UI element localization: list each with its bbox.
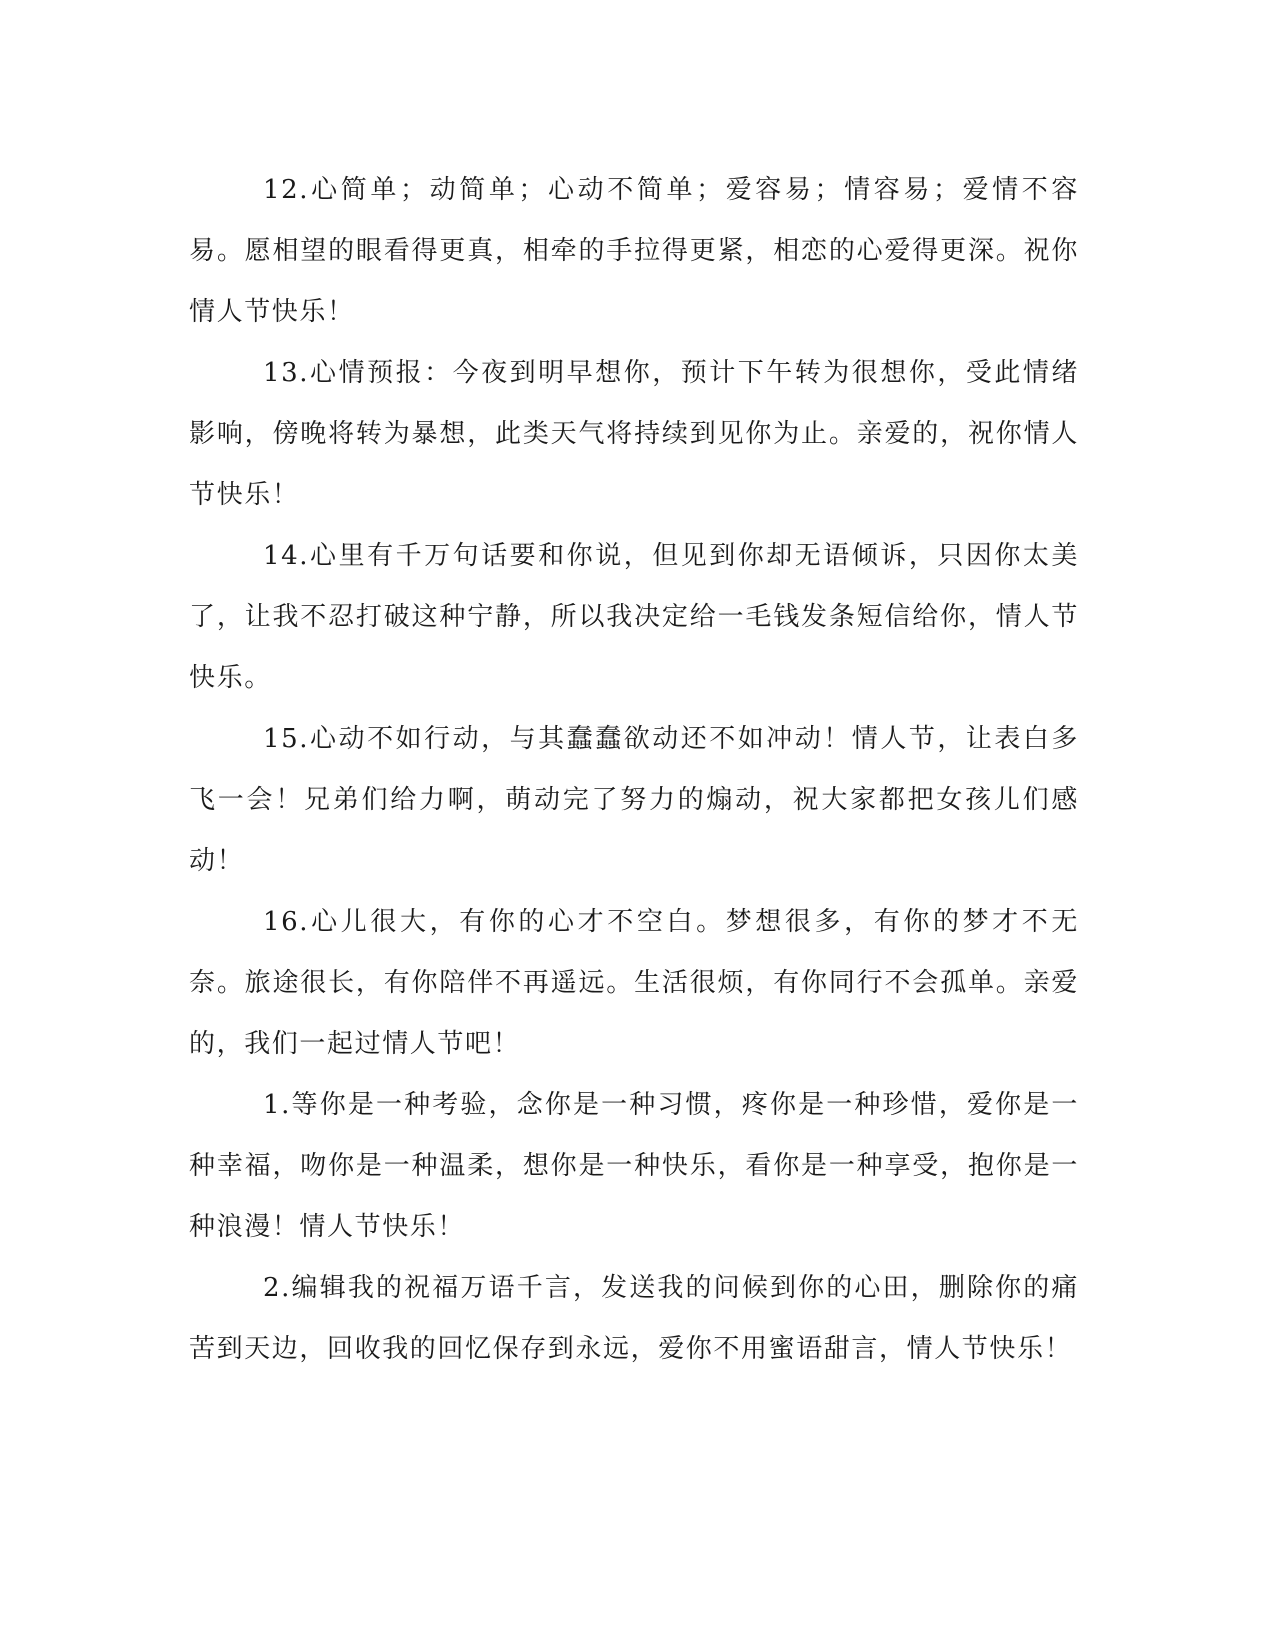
paragraph-wish-15: 15.心动不如行动，与其蠢蠢欲动还不如冲动！情人节，让表白多飞一会！兄弟们给力啊，萌动完了努力的煽动，祝大家都把女孩儿们感动！ xyxy=(189,724,1079,876)
document-body xyxy=(189,160,1079,1380)
paragraph-wish-12: 12.心简单；动简单；心动不简单；爱容易；情容易；爱情不容易。愿相望的眼看得更真，相牵的手拉得更紧，相恋的心爱得更深。祝你情人节快乐！ xyxy=(189,175,1079,327)
paragraph-wish-13: 13.心情预报：今夜到明早想你，预计下午转为很想你，受此情绪影响，傍晚将转为暴想，此类天气将持续到见你为止。亲爱的，祝你情人节快乐！ xyxy=(189,358,1079,510)
paragraph-wish-16: 16.心儿很大，有你的心才不空白。梦想很多，有你的梦才不无奈。旅途很长，有你陪伴不再遥远。生活很烦，有你同行不会孤单。亲爱的，我们一起过情人节吧！ xyxy=(189,907,1079,1059)
paragraph-wish-1: 1.等你是一种考验，念你是一种习惯，疼你是一种珍惜，爱你是一种幸福，吻你是一种温柔，想你是一种快乐，看你是一种享受，抱你是一种浪漫！情人节快乐！ xyxy=(189,1090,1079,1242)
paragraph-wish-14: 14.心里有千万句话要和你说，但见到你却无语倾诉，只因你太美了，让我不忍打破这种宁静，所以我决定给一毛钱发条短信给你，情人节快乐。 xyxy=(189,541,1079,693)
paragraph-wish-2: 2.编辑我的祝福万语千言，发送我的问候到你的心田，删除你的痛苦到天边，回收我的回忆保存到永远，爱你不用蜜语甜言，情人节快乐！ xyxy=(189,1273,1079,1364)
